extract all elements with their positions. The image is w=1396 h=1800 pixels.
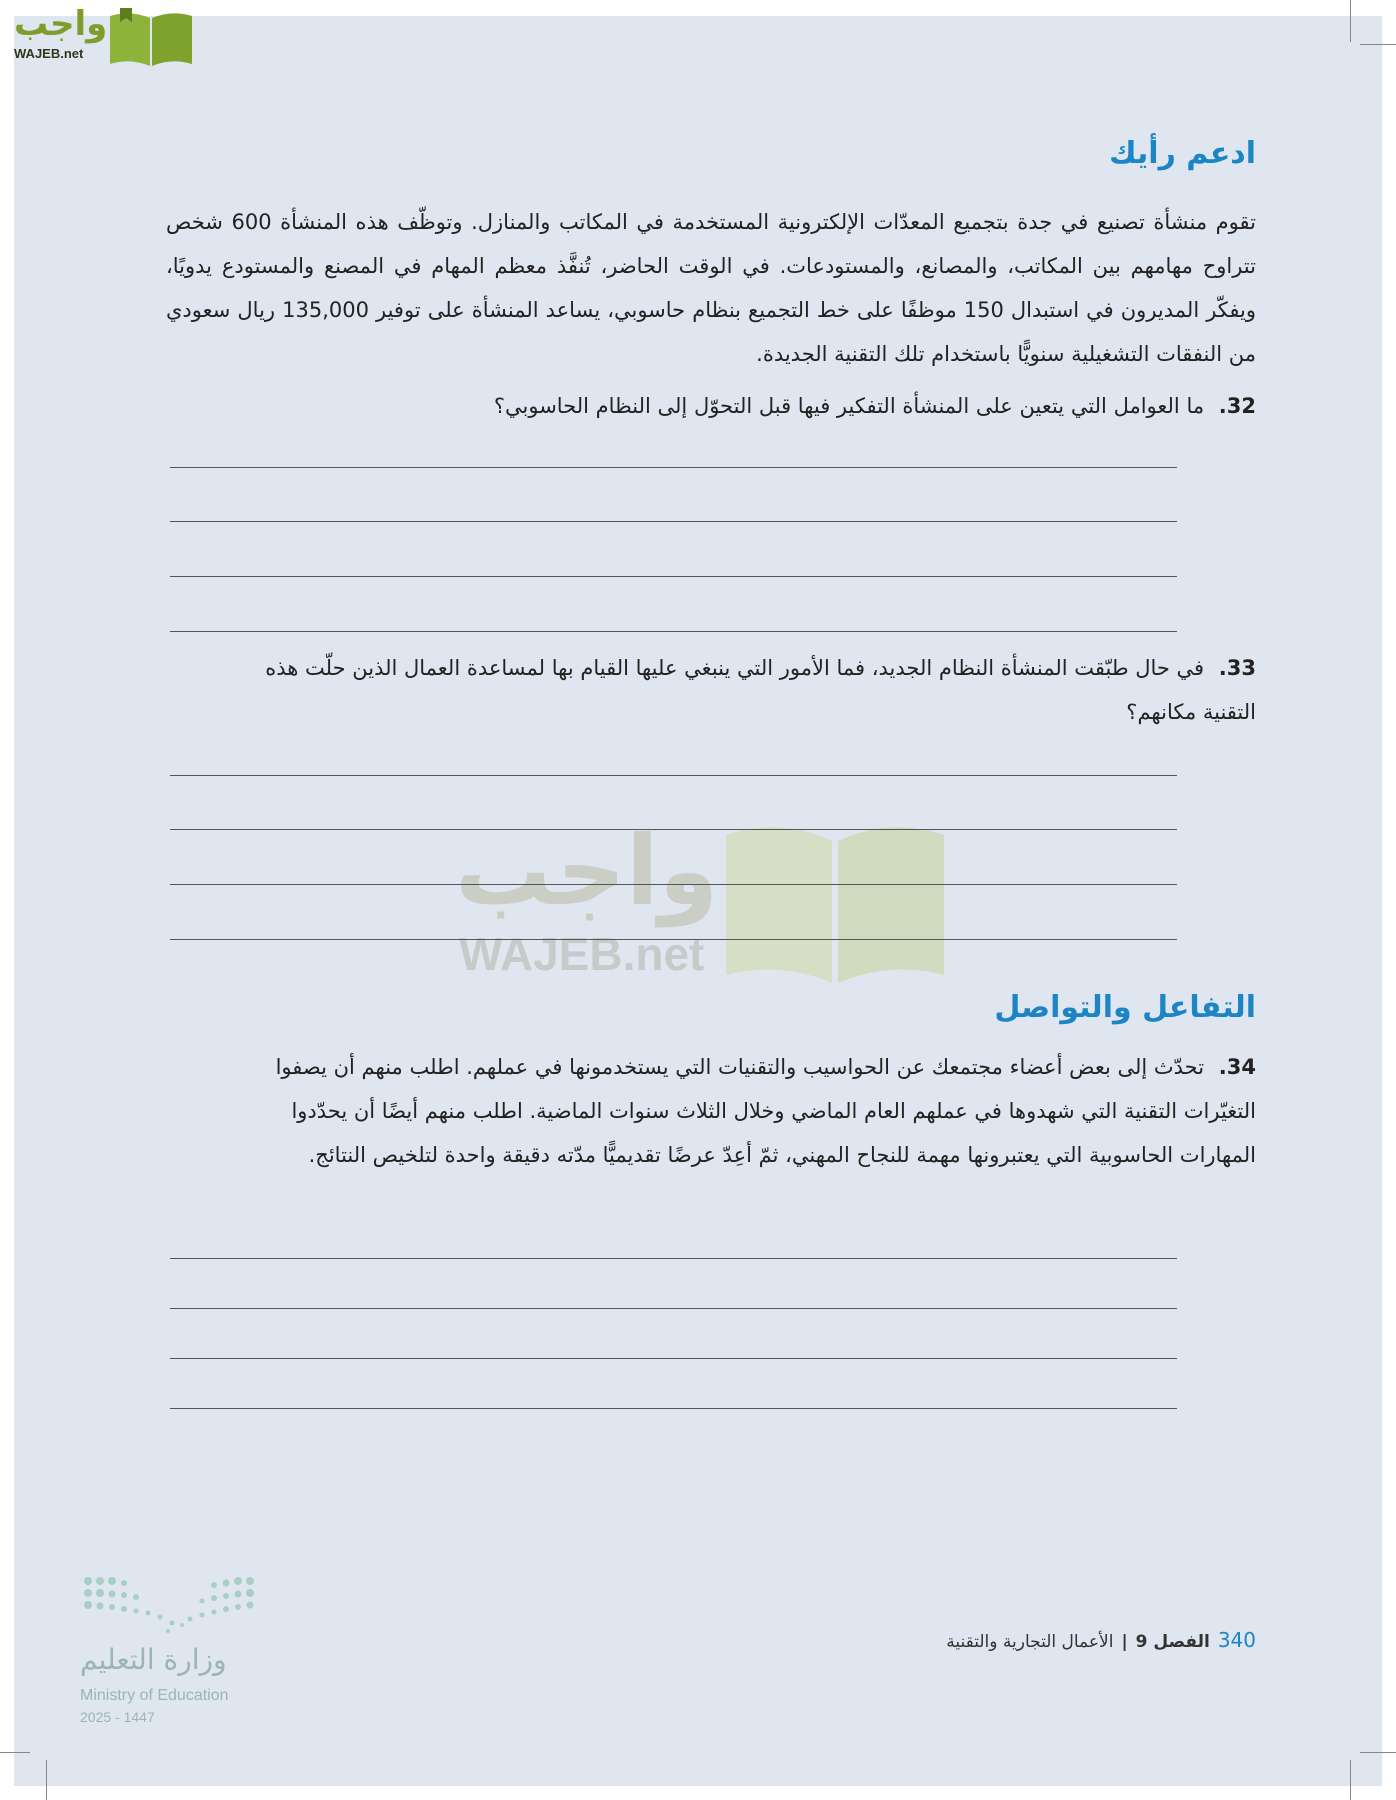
watermark-english: WAJEB.net	[459, 928, 705, 980]
answer-line[interactable]	[170, 775, 1177, 776]
question-text: في حال طبّقت المنشأة النظام الجديد، فما الأمور التي ينبغي عليها القيام بها لمساعدة العمال الذين حلّت هذه التقنية مكانهم؟	[265, 656, 1256, 724]
ministry-english: Ministry of Education	[80, 1687, 229, 1704]
page-number: 340	[1217, 1628, 1256, 1652]
question-33	[216, 646, 1256, 734]
answer-line[interactable]	[170, 1408, 1177, 1409]
section-title-support-opinion: ادعم رأيك	[1109, 136, 1256, 171]
book-icon	[106, 8, 196, 68]
logo-arabic-text: واجب	[14, 4, 108, 44]
logo-english-text: WAJEB.net	[14, 46, 84, 61]
chapter-label: الفصل 9	[1135, 1632, 1210, 1652]
answer-line[interactable]	[170, 1358, 1177, 1359]
footer-separator: |	[1121, 1632, 1128, 1652]
crop-mark	[1360, 44, 1396, 45]
answer-line[interactable]	[170, 939, 1177, 940]
crop-mark	[1350, 0, 1351, 42]
ministry-arabic: وزارة التعليم	[80, 1643, 227, 1676]
ministry-logo	[80, 1575, 280, 1735]
answer-line[interactable]	[170, 521, 1177, 522]
intro-paragraph: تقوم منشأة تصنيع في جدة بتجميع المعدّات الإلكترونية المستخدمة في المكاتب والمنازل. وتوظّف هذه المنشأة 600 شخص تتراوح مهامهم بين المكاتب، والمصانع، والمستودعات. في الوقت الحاضر، تُنفَّذ معظم المهام في المصنع والمستودع يدويًا، ويفكّر المديرون في استبدال 150 موظفًا على خط التجميع بنظام حاسوبي، يساعد المنشأة على توفير 135,000 ريال سعودي من النفقات التشغيلية سنويًّا باستخدام تلك التقنية الجديدة.	[166, 210, 1257, 366]
crop-mark	[46, 1760, 47, 1800]
question-number: 33.	[1218, 656, 1256, 680]
answer-line[interactable]	[170, 1258, 1177, 1259]
watermark-book-icon	[720, 815, 950, 985]
section-title-interaction: التفاعل والتواصل	[994, 990, 1256, 1025]
ministry-dots-icon	[82, 1575, 257, 1635]
answer-line[interactable]	[170, 829, 1177, 830]
crop-mark	[1350, 1760, 1351, 1800]
wajeb-logo[interactable]	[10, 4, 190, 68]
chapter-title: الأعمال التجارية والتقنية	[946, 1632, 1114, 1652]
page-footer	[946, 1628, 1256, 1652]
answer-line[interactable]	[170, 576, 1177, 577]
answer-line[interactable]	[170, 1308, 1177, 1309]
question-text: ما العوامل التي يتعين على المنشأة التفكير فيها قبل التحوّل إلى النظام الحاسوبي؟	[493, 394, 1205, 418]
answer-line[interactable]	[170, 467, 1177, 468]
question-number: 34.	[1218, 1055, 1256, 1079]
crop-mark	[1360, 1752, 1396, 1753]
question-text: تحدّث إلى بعض أعضاء مجتمعك عن الحواسيب والتقنيات التي يستخدمونها في عملهم. اطلب منهم أن يصفوا التغيّرات التقنية التي شهدوها في عملهم العام الماضي وخلال الثلاث سنوات الماضية. اطلب منهم أيضًا أن يحدّدوا المهارات الحاسوبية التي يعتبرونها مهمة للنجاح المهني، ثمّ أعِدّ عرضًا تقديميًّا مدّته دقيقة واحدة لتلخيص النتائج.	[275, 1055, 1256, 1167]
question-32	[216, 384, 1256, 428]
watermark	[455, 815, 975, 990]
watermark-arabic: واجب	[455, 815, 719, 927]
answer-line[interactable]	[170, 884, 1177, 885]
question-34	[216, 1045, 1256, 1177]
crop-mark	[0, 1752, 30, 1753]
question-number: 32.	[1218, 394, 1256, 418]
answer-line[interactable]	[170, 631, 1177, 632]
ministry-year: 2025 - 1447	[80, 1709, 155, 1725]
